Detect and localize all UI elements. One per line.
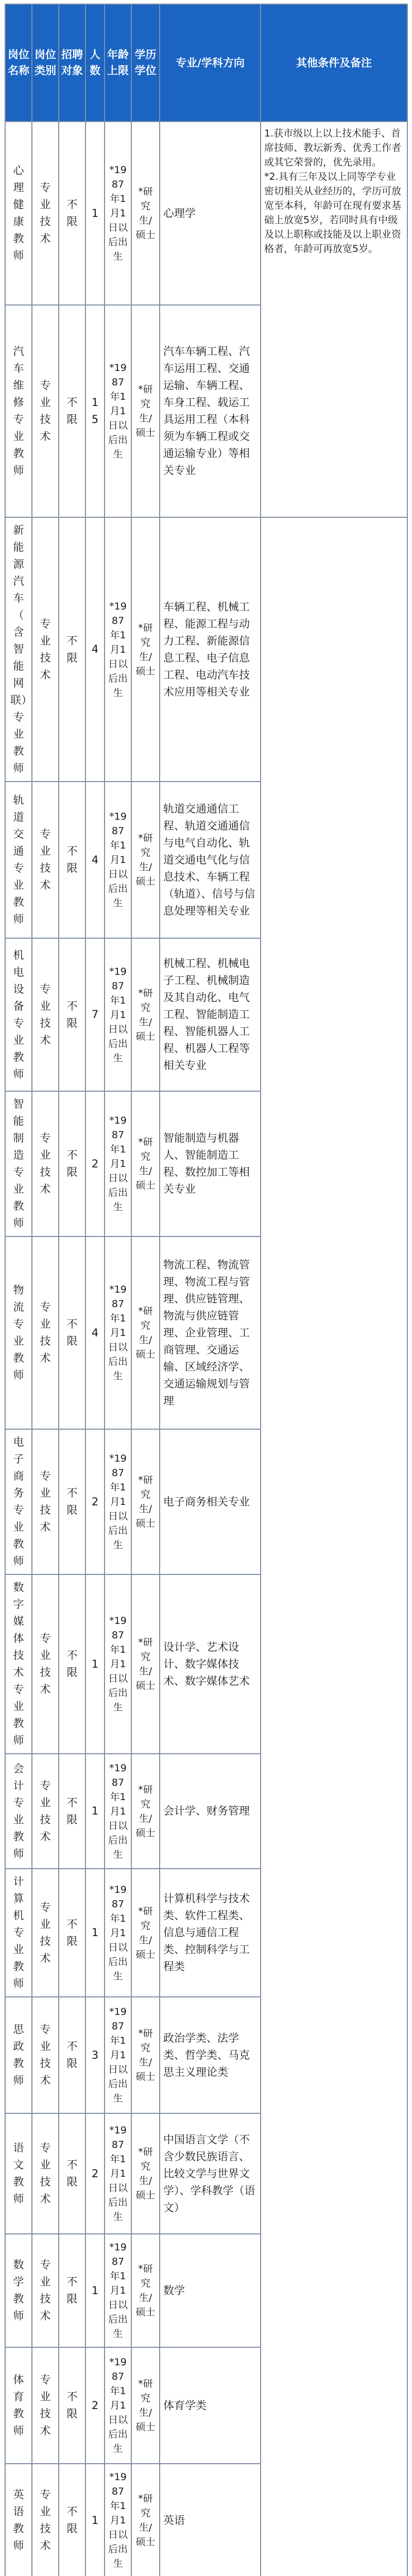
recruit-target-cell: 不限 xyxy=(59,1574,85,1754)
degree-cell: *研究生/硕士 xyxy=(131,2234,160,2347)
recruit-target-cell: 不限 xyxy=(59,1997,85,2113)
degree-cell: *研究生/硕士 xyxy=(131,517,160,782)
headcount-cell: 1 xyxy=(85,2464,105,2576)
position-name-cell: 机电设备专业教师 xyxy=(5,938,32,1091)
age-limit-cell: *1987年1月1日以后出生 xyxy=(105,2234,131,2347)
header-cell-name: 岗位名称 xyxy=(5,4,32,122)
age-limit-cell: *1987年1月1日以后出生 xyxy=(105,517,131,782)
degree-cell: *研究生/硕士 xyxy=(131,1429,160,1574)
recruit-target-cell: 不限 xyxy=(59,2113,85,2234)
header-cell-degree: 学历学位 xyxy=(131,4,160,122)
position-name-cell: 思政教师 xyxy=(5,1997,32,2113)
position-category-cell: 专业技术 xyxy=(32,1574,59,1754)
position-category-cell: 专业技术 xyxy=(32,1236,59,1429)
degree-cell: *研究生/硕士 xyxy=(131,1236,160,1429)
position-name-cell: 数学教师 xyxy=(5,2234,32,2347)
position-category-cell: 专业技术 xyxy=(32,1869,59,1997)
recruit-target-cell: 不限 xyxy=(59,2464,85,2576)
position-name-cell: 汽车维修专业教师 xyxy=(5,305,32,517)
position-name-cell: 体育教师 xyxy=(5,2347,32,2464)
recruit-target-cell: 不限 xyxy=(59,1754,85,1869)
age-limit-cell: *1987年1月1日以后出生 xyxy=(105,305,131,517)
recruit-target-cell: 不限 xyxy=(59,517,85,782)
position-name-cell: 语文教师 xyxy=(5,2113,32,2234)
header-row xyxy=(5,4,407,122)
recruit-target-cell: 不限 xyxy=(59,1236,85,1429)
header-cell-count: 人数 xyxy=(85,4,105,122)
table-row xyxy=(5,517,407,782)
age-limit-cell: *1987年1月1日以后出生 xyxy=(105,122,131,305)
major-cell: 体育学类 xyxy=(160,2347,261,2464)
age-limit-cell: *1987年1月1日以后出生 xyxy=(105,1869,131,1997)
position-category-cell: 专业技术 xyxy=(32,122,59,305)
position-category-cell: 专业技术 xyxy=(32,1997,59,2113)
remarks-cell: 1.获市级以上以上技术能手、首席技师、教坛新秀、优秀工作者或其它荣誉的，优先录用。 *2.具有三年及以上同等学专业密切相关从业经历的，学历可放宽至本科，年龄可在现有要求基础上放宽5岁，若同时具有中级及以上职称或技能及以上职业资格者，年龄可再放宽5岁。 xyxy=(261,122,407,517)
position-name-cell: 会计专业教师 xyxy=(5,1754,32,1869)
major-cell: 英语 xyxy=(160,2464,261,2576)
headcount-cell: 1 xyxy=(85,1574,105,1754)
position-name-cell: 计算机专业教师 xyxy=(5,1869,32,1997)
header-cell-age: 年龄上限 xyxy=(105,4,131,122)
degree-cell: *研究生/硕士 xyxy=(131,1091,160,1236)
position-category-cell: 专业技术 xyxy=(32,2347,59,2464)
age-limit-cell: *1987年1月1日以后出生 xyxy=(105,1091,131,1236)
degree-cell: *研究生/硕士 xyxy=(131,122,160,305)
age-limit-cell: *1987年1月1日以后出生 xyxy=(105,1236,131,1429)
major-cell: 会计学、财务管理 xyxy=(160,1754,261,1869)
major-cell: 物流工程、物流管理、物流工程与管理、供应链管理、物流与供应链管理、企业管理、工商管理、交通运输、区域经济学、交通运输规划与管理 xyxy=(160,1236,261,1429)
headcount-cell: 1 xyxy=(85,1754,105,1869)
age-limit-cell: *1987年1月1日以后出生 xyxy=(105,1997,131,2113)
headcount-cell: 4 xyxy=(85,517,105,782)
position-name-cell: 英语教师 xyxy=(5,2464,32,2576)
age-limit-cell: *1987年1月1日以后出生 xyxy=(105,2347,131,2464)
major-cell: 机械工程、机械电子工程、机械制造及其自动化、电气工程、智能制造工程、智能机器人工程、机器人工程等相关专业 xyxy=(160,938,261,1091)
major-cell: 心理学 xyxy=(160,122,261,305)
major-cell: 汽车车辆工程、汽车运用工程、交通运输、车辆工程、车身工程、载运工具运用工程（本科须为车辆工程或交通运输专业）等相关专业 xyxy=(160,305,261,517)
position-category-cell: 专业技术 xyxy=(32,517,59,782)
recruit-target-cell: 不限 xyxy=(59,122,85,305)
age-limit-cell: *1987年1月1日以后出生 xyxy=(105,1429,131,1574)
position-category-cell: 专业技术 xyxy=(32,1429,59,1574)
recruit-target-cell: 不限 xyxy=(59,305,85,517)
major-cell: 电子商务相关专业 xyxy=(160,1429,261,1574)
major-cell: 车辆工程、机械工程、能源工程与动力工程、新能源信息工程、电子信息工程、电动汽车技术应用等相关专业 xyxy=(160,517,261,782)
headcount-cell: 7 xyxy=(85,938,105,1091)
position-name-cell: 智能制造专业教师 xyxy=(5,1091,32,1236)
recruit-target-cell: 不限 xyxy=(59,938,85,1091)
header-cell-remarks: 其他条件及备注 xyxy=(261,4,407,122)
recruitment-table xyxy=(5,4,408,2576)
major-cell: 数学 xyxy=(160,2234,261,2347)
headcount-cell: 2 xyxy=(85,1091,105,1236)
degree-cell: *研究生/硕士 xyxy=(131,1574,160,1754)
age-limit-cell: *1987年1月1日以后出生 xyxy=(105,1754,131,1869)
degree-cell: *研究生/硕士 xyxy=(131,782,160,938)
degree-cell: *研究生/硕士 xyxy=(131,2347,160,2464)
position-name-cell: 电子商务专业教师 xyxy=(5,1429,32,1574)
header-cell-category: 岗位类别 xyxy=(32,4,59,122)
header-cell-major: 专业/学科方向 xyxy=(160,4,261,122)
position-category-cell: 专业技术 xyxy=(32,305,59,517)
degree-cell: *研究生/硕士 xyxy=(131,1869,160,1997)
headcount-cell: 2 xyxy=(85,2113,105,2234)
major-cell: 智能制造与机器人、智能制造工程、数控加工等相关专业 xyxy=(160,1091,261,1236)
recruit-target-cell: 不限 xyxy=(59,2347,85,2464)
headcount-cell: 2 xyxy=(85,1429,105,1574)
major-cell: 轨道交通通信工程、轨道交通通信与电气自动化、轨道交通电气化与信息技术、车辆工程（轨道）、信号与信息处理等相关专业 xyxy=(160,782,261,938)
position-category-cell: 专业技术 xyxy=(32,782,59,938)
position-category-cell: 专业技术 xyxy=(32,1091,59,1236)
headcount-cell: 4 xyxy=(85,782,105,938)
headcount-cell: 15 xyxy=(85,305,105,517)
headcount-cell: 1 xyxy=(85,2234,105,2347)
headcount-cell: 4 xyxy=(85,1236,105,1429)
degree-cell: *研究生/硕士 xyxy=(131,2113,160,2234)
header-cell-target: 招聘对象 xyxy=(59,4,85,122)
age-limit-cell: *1987年1月1日以后出生 xyxy=(105,2464,131,2576)
position-category-cell: 专业技术 xyxy=(32,2464,59,2576)
degree-cell: *研究生/硕士 xyxy=(131,2464,160,2576)
headcount-cell: 1 xyxy=(85,1869,105,1997)
headcount-cell: 2 xyxy=(85,2347,105,2464)
position-name-cell: 心理健康教师 xyxy=(5,122,32,305)
recruit-target-cell: 不限 xyxy=(59,2234,85,2347)
position-category-cell: 专业技术 xyxy=(32,2234,59,2347)
recruit-target-cell: 不限 xyxy=(59,1429,85,1574)
recruitment-table-frame xyxy=(5,4,407,2576)
position-category-cell: 专业技术 xyxy=(32,938,59,1091)
headcount-cell: 3 xyxy=(85,1997,105,2113)
position-name-cell: 数字媒体技术专业教师 xyxy=(5,1574,32,1754)
age-limit-cell: *1987年1月1日以后出生 xyxy=(105,1574,131,1754)
table-header xyxy=(5,4,407,122)
degree-cell: *研究生/硕士 xyxy=(131,305,160,517)
degree-cell: *研究生/硕士 xyxy=(131,1754,160,1869)
degree-cell: *研究生/硕士 xyxy=(131,938,160,1091)
recruit-target-cell: 不限 xyxy=(59,1869,85,1997)
age-limit-cell: *1987年1月1日以后出生 xyxy=(105,938,131,1091)
position-name-cell: 轨道交通专业教师 xyxy=(5,782,32,938)
major-cell: 政治学类、法学类、哲学类、马克思主义理论类 xyxy=(160,1997,261,2113)
degree-cell: *研究生/硕士 xyxy=(131,1997,160,2113)
recruit-target-cell: 不限 xyxy=(59,1091,85,1236)
major-cell: 计算机科学与技术类、软件工程类、信息与通信工程类、控制科学与工程类 xyxy=(160,1869,261,1997)
table-row xyxy=(5,122,407,305)
age-limit-cell: *1987年1月1日以后出生 xyxy=(105,782,131,938)
position-category-cell: 专业技术 xyxy=(32,1754,59,1869)
position-name-cell: 物流专业教师 xyxy=(5,1236,32,1429)
age-limit-cell: *1987年1月1日以后出生 xyxy=(105,2113,131,2234)
table-body xyxy=(5,122,407,2576)
recruit-target-cell: 不限 xyxy=(59,782,85,938)
major-cell: 设计学、艺术设计、数字媒体技术、数字媒体艺术 xyxy=(160,1574,261,1754)
position-name-cell: 新能源汽车（含智能网联）专业教师 xyxy=(5,517,32,782)
major-cell: 中国语言文学（不含少数民族语言、比较文学与世界文学）、学科教学（语文） xyxy=(160,2113,261,2234)
remarks-cell-empty xyxy=(261,517,407,2576)
position-category-cell: 专业技术 xyxy=(32,2113,59,2234)
headcount-cell: 1 xyxy=(85,122,105,305)
